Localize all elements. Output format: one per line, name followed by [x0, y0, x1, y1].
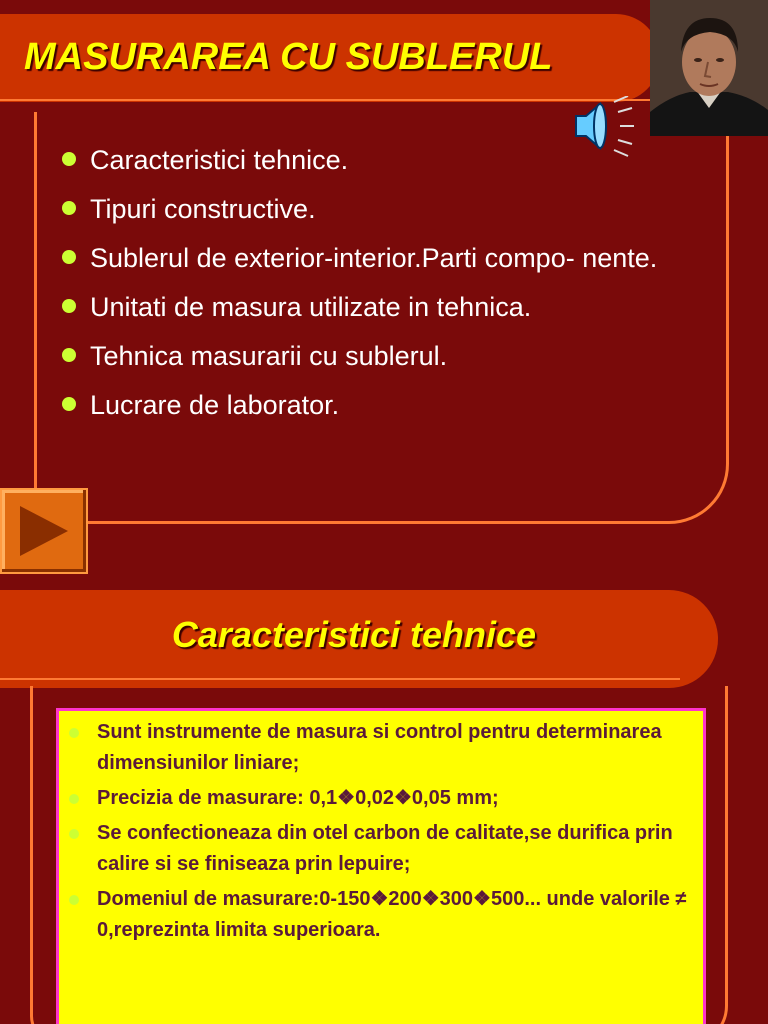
title-underline	[0, 678, 680, 680]
list-item: Precizia de masurare: 0,1❖0,02❖0,05 mm;	[69, 783, 697, 814]
list-item: Sublerul de exterior-interior.Parti compo- nente.	[60, 234, 720, 283]
title-underline	[0, 99, 655, 101]
slide-2	[0, 578, 768, 1024]
list-item: Lucrare de laborator.	[60, 381, 720, 430]
list-item: Tehnica masurarii cu sublerul.	[60, 332, 720, 381]
list-item: Domeniul de masurare:0-150❖200❖300❖500... unde valorile ≠ 0,reprezinta limita superioara.	[69, 884, 697, 946]
characteristics-list	[69, 717, 697, 950]
portrait-photo	[650, 0, 768, 136]
list-item: Caracteristici tehnice.	[60, 136, 720, 185]
slide-title: MASURAREA CU SUBLERUL	[24, 36, 553, 78]
content-box	[56, 708, 706, 1024]
list-item: Unitati de masura utilizate in tehnica.	[60, 283, 720, 332]
list-item: Se confectioneaza din otel carbon de calitate,se durifica prin calire si se finiseaza prin lepuire;	[69, 818, 697, 880]
slide-title: Caracteristici tehnice	[171, 614, 537, 655]
topic-list	[60, 136, 720, 430]
play-icon	[20, 506, 68, 556]
next-slide-button[interactable]	[0, 488, 88, 574]
list-item: Sunt instrumente de masura si control pentru determinarea dimensiunilor liniare;	[69, 717, 697, 779]
list-item: Tipuri constructive.	[60, 185, 720, 234]
